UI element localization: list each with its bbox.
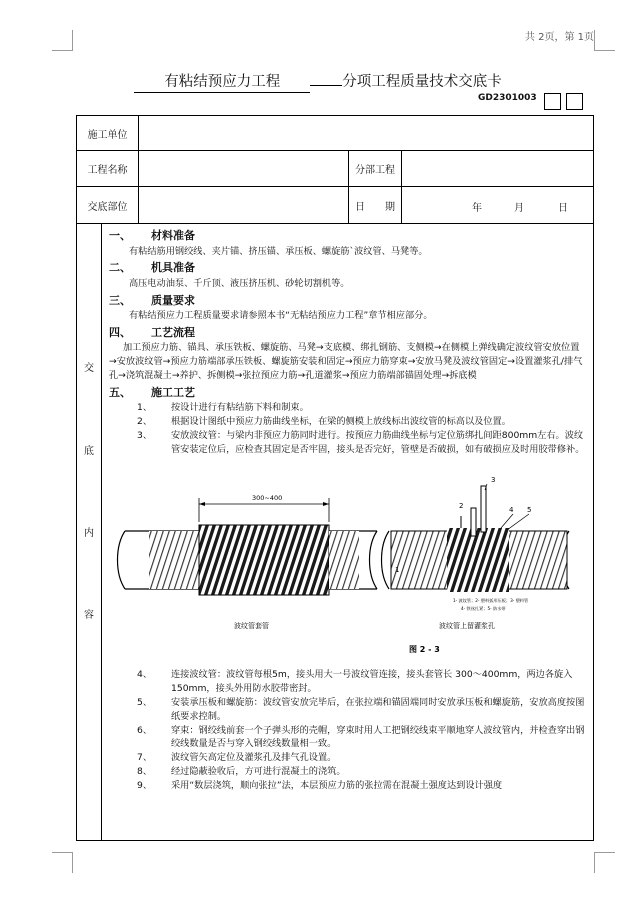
subproject-label: 分部工程 <box>349 151 402 187</box>
check-box[interactable] <box>566 93 583 110</box>
project-name: 有粘结预应力工程 <box>134 70 310 93</box>
callout: 1 <box>395 566 400 575</box>
side-label <box>77 224 102 840</box>
section-heading: 四、 工艺流程 <box>109 325 195 339</box>
callout: 3 <box>491 476 496 485</box>
section-heading: 二、 机具准备 <box>109 261 195 275</box>
dept-label: 交底部位 <box>77 187 139 224</box>
figure-caption: 图 2 - 3 <box>409 645 440 655</box>
legend-line: 1- 波纹管；2- 塑料弧形压板；3- 塑料管 <box>453 598 529 604</box>
form-name: 分项工程质量技术交底卡 <box>342 74 502 90</box>
step-item: 6、 穿束：钢绞线前套一个子弹头形的壳帽，穿束时用人工把钢绞线束平顺地穿人波纹管内，并检查穿出钢绞线数量是否与穿入钢绞线数量相一致。 <box>137 724 585 750</box>
step-item: 4、 连接波纹管：波纹管每根5m，接头用大一号波纹管连接，接头套管长 300～400mm，两边各旋入150mm，接头外用防水胶带密封。 <box>137 669 573 695</box>
page-number: 共 2页，第 1页 <box>524 32 594 43</box>
row-content <box>77 224 594 841</box>
page-title <box>0 70 636 93</box>
step-item: 1、 按设计进行有粘结筋下料和制束。 <box>137 402 309 414</box>
section-text: 有粘结筋用钢绞线、夹片锚、挤压锚、承压板、螺旋筋`波纹管、马凳等。 <box>129 245 428 257</box>
section-heading: 一、 材料准备 <box>109 229 195 242</box>
dim-label: 300~400 <box>252 494 283 503</box>
step-item: 5、 安装承压板和螺旋筋：波纹管安放完毕后，在张拉端和锚固端同时安放承压板和螺旋筋，安放高度按图纸要求控制。 <box>137 697 585 722</box>
unit-value[interactable] <box>139 116 594 151</box>
crop-mark <box>52 852 73 873</box>
section-text: 有粘结预应力工程质量要求请参照本书“无粘结预应力工程”章节相应部分。 <box>129 310 433 322</box>
side-char: 容 <box>84 610 94 621</box>
left-caption: 波纹管套管 <box>234 622 269 631</box>
callout: 2 <box>459 502 464 511</box>
legend-line: 4- 铁丝扎紧；5- 防水带 <box>461 606 506 612</box>
form-table <box>76 115 594 841</box>
step-item: 2、 根据设计图纸中预应力筋曲线坐标，在梁的侧模上放线标出波纹管的标高以及位置。 <box>137 416 511 428</box>
year-label: 年 <box>472 203 482 214</box>
side-char: 内 <box>84 528 94 539</box>
callout: 5 <box>527 506 532 515</box>
side-char: 交 <box>84 363 94 374</box>
crop-mark <box>52 30 73 51</box>
subproject-value[interactable] <box>402 151 594 187</box>
side-char: 底 <box>84 446 94 457</box>
section-heading: 五、 施工工艺 <box>109 385 195 399</box>
title-underline-gap <box>310 84 342 86</box>
unit-label: 施工单位 <box>77 116 139 151</box>
section-text: 加工预应力筋、锚具、承压铁板、螺旋筋、马凳→支底模、绑扎钢筋、支侧模→在侧模上弹线确定波纹管安放位置→安放波纹管→预应力筋端部承压铁板、螺旋筋安装和固定→预应力筋穿束→安放马凳及波纹管固定→设置灌浆孔/排气孔→浇筑混凝土→养护、拆侧模→张拉预应力筋→孔道灌浆→预应力筋端部锚固处理→拆底模 <box>109 342 583 381</box>
project-value[interactable] <box>139 151 349 187</box>
day-label: 日 <box>558 203 568 214</box>
date-value[interactable] <box>402 187 594 224</box>
content-cell <box>77 224 594 841</box>
row-dept <box>77 187 594 224</box>
step-item: 8、 经过隐蔽验收后，方可进行混凝土的浇筑。 <box>137 766 346 778</box>
row-project <box>77 151 594 187</box>
check-box[interactable] <box>544 93 561 110</box>
figure <box>109 456 587 668</box>
step-item: 7、 波纹管矢高定位及灌浆孔及排气孔设置。 <box>137 752 337 764</box>
crop-mark <box>594 30 615 51</box>
month-label: 月 <box>514 203 524 214</box>
form-code: GD2301003 <box>478 93 537 103</box>
date-label: 日 期 <box>349 187 402 224</box>
section-text: 高压电动油泵、千斤顶、液压挤压机、砂轮切割机等。 <box>129 277 350 289</box>
step-item: 9、 采用“数层浇筑，顺向张拉”法，本层预应力筋的张拉需在混凝土强度达到设计强度 <box>137 779 503 791</box>
dept-value[interactable] <box>139 187 349 224</box>
row-unit <box>77 116 594 151</box>
corrugated-duct-figure <box>109 456 587 668</box>
step-item: 3、 安放波纹管：与梁内非预应力筋同时进行。按预应力筋曲线坐标与定位筋绑扎间距800mm左右。波纹管安装定位后，应检查其固定是否牢固，接头是否完好，管壁是否破损，如有破损应及时用胶带修补。 <box>137 429 585 455</box>
callout: 4 <box>509 506 514 515</box>
right-caption: 波纹管上留灌浆孔 <box>439 622 495 631</box>
project-label: 工程名称 <box>77 151 139 187</box>
crop-mark <box>594 852 615 873</box>
content-body <box>109 226 587 793</box>
section-heading: 三、 质量要求 <box>109 293 195 307</box>
